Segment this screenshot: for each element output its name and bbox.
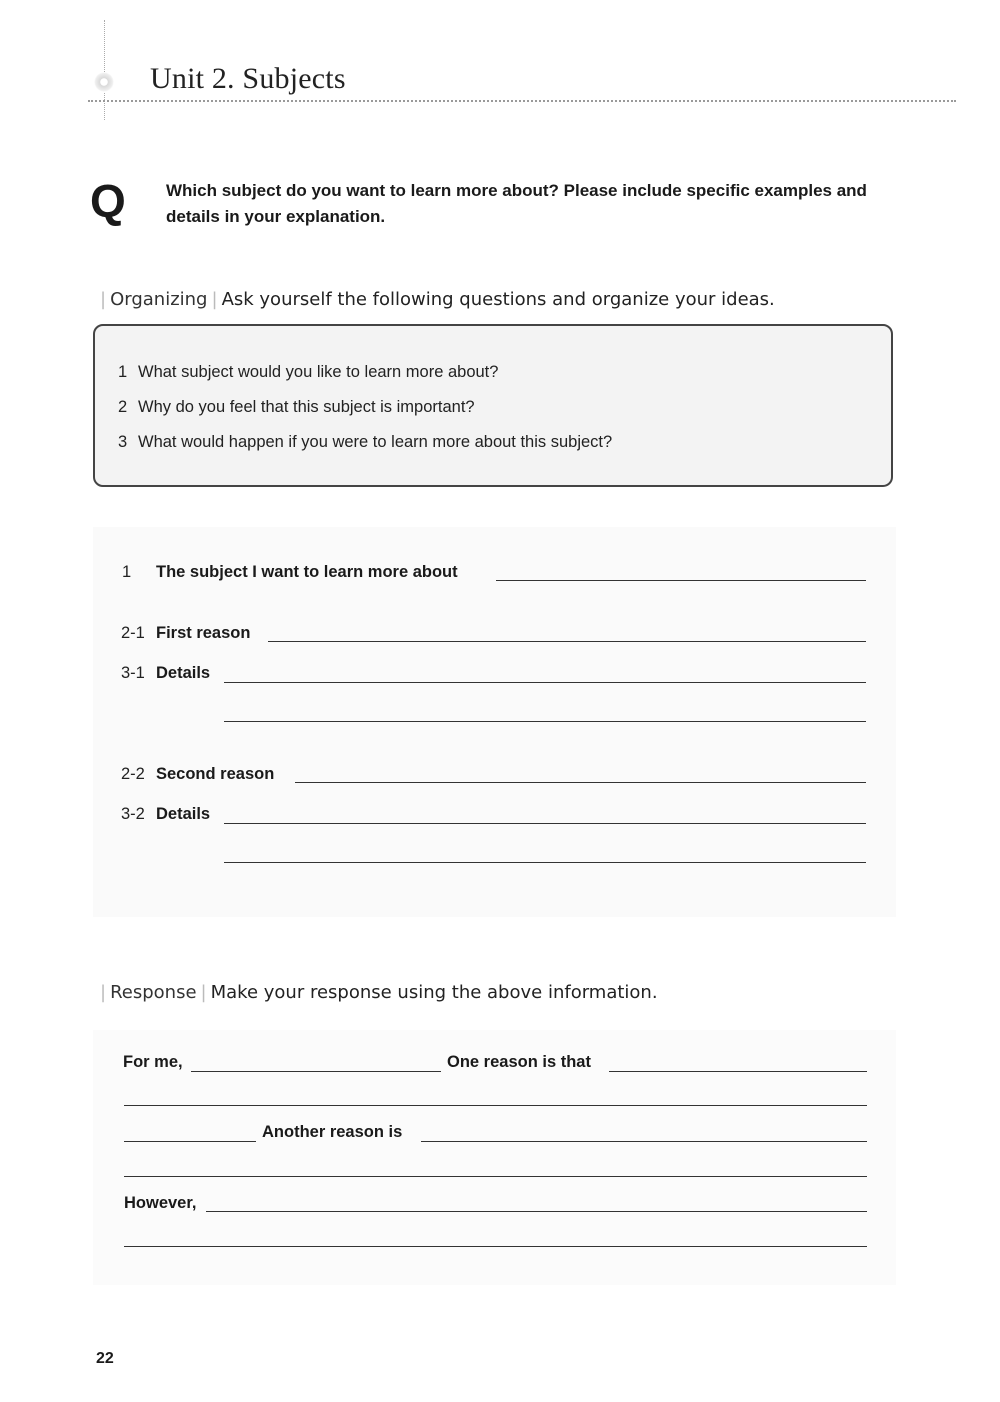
response-instruction: Make your response using the above information. — [210, 982, 658, 1003]
details-2-blank[interactable] — [224, 823, 866, 824]
guiding-question-text: What subject would you like to learn more about? — [138, 363, 499, 381]
another-reason-blank-2[interactable] — [124, 1176, 867, 1177]
outline-row-number: 3-1 — [121, 664, 145, 682]
guiding-question-number: 2 — [118, 398, 128, 416]
question-prompt: Which subject do you want to learn more about? Please include specific examples and details in your explanation. — [166, 181, 867, 226]
guiding-question — [118, 433, 612, 452]
details-2-blank-2[interactable] — [224, 862, 866, 863]
response-for-me: For me, — [123, 1053, 183, 1071]
subject-blank[interactable] — [496, 580, 866, 581]
however-blank-2[interactable] — [124, 1246, 867, 1247]
question-marker: Q — [90, 175, 126, 227]
outline-row-label: The subject I want to learn more about — [156, 563, 458, 581]
outline-row-first-reason — [121, 624, 250, 643]
page-number: 22 — [96, 1350, 114, 1367]
outline-row-subject — [122, 563, 458, 582]
outline-row-number: 2-2 — [121, 765, 145, 783]
for-me-blank[interactable] — [191, 1071, 441, 1072]
outline-row-label: First reason — [156, 624, 251, 642]
response-one-reason: One reason is that — [447, 1053, 591, 1071]
response-header — [96, 982, 658, 1003]
however-blank[interactable] — [206, 1211, 867, 1212]
outline-area — [93, 527, 896, 917]
details-1-blank[interactable] — [224, 682, 866, 683]
details-1-blank-2[interactable] — [224, 721, 866, 722]
label-bar-right: | — [211, 289, 218, 310]
outline-row-label: Second reason — [156, 765, 275, 783]
label-bar-left: | — [100, 289, 107, 310]
organizing-instruction: Ask yourself the following questions and organize your ideas. — [221, 289, 775, 310]
outline-row-number: 2-1 — [121, 624, 145, 642]
outline-row-label: Details — [156, 805, 211, 823]
guiding-question — [118, 363, 498, 382]
one-reason-blank[interactable] — [609, 1071, 867, 1072]
margin-guide-line — [104, 20, 105, 120]
organizing-header — [96, 289, 775, 310]
outline-row-second-reason — [121, 765, 274, 784]
guiding-question — [118, 398, 475, 417]
one-reason-blank-2[interactable] — [124, 1105, 867, 1106]
response-however: However, — [124, 1194, 197, 1212]
guiding-question-text: What would happen if you were to learn more about this subject? — [138, 433, 613, 451]
guiding-question-number: 3 — [118, 433, 128, 451]
response-label: Response — [110, 982, 197, 1003]
response-another-reason: Another reason is — [262, 1123, 403, 1141]
first-reason-blank[interactable] — [268, 641, 866, 642]
page-title: Unit 2. Subjects — [150, 62, 346, 95]
another-reason-blank[interactable] — [421, 1141, 867, 1142]
organizing-label: Organizing — [110, 289, 208, 310]
label-bar-right: | — [200, 982, 207, 1003]
outline-row-details-2 — [121, 805, 210, 824]
label-bar-left: | — [100, 982, 107, 1003]
outline-row-number: 3-2 — [121, 805, 145, 823]
outline-row-label: Details — [156, 664, 211, 682]
second-reason-blank[interactable] — [295, 782, 866, 783]
outline-row-number: 1 — [122, 563, 132, 581]
title-bullet-icon — [94, 72, 114, 92]
guiding-question-number: 1 — [118, 363, 128, 381]
outline-row-details-1 — [121, 664, 210, 683]
another-reason-lead-blank[interactable] — [124, 1141, 256, 1142]
guiding-question-text: Why do you feel that this subject is important? — [138, 398, 475, 416]
title-divider — [88, 100, 956, 102]
